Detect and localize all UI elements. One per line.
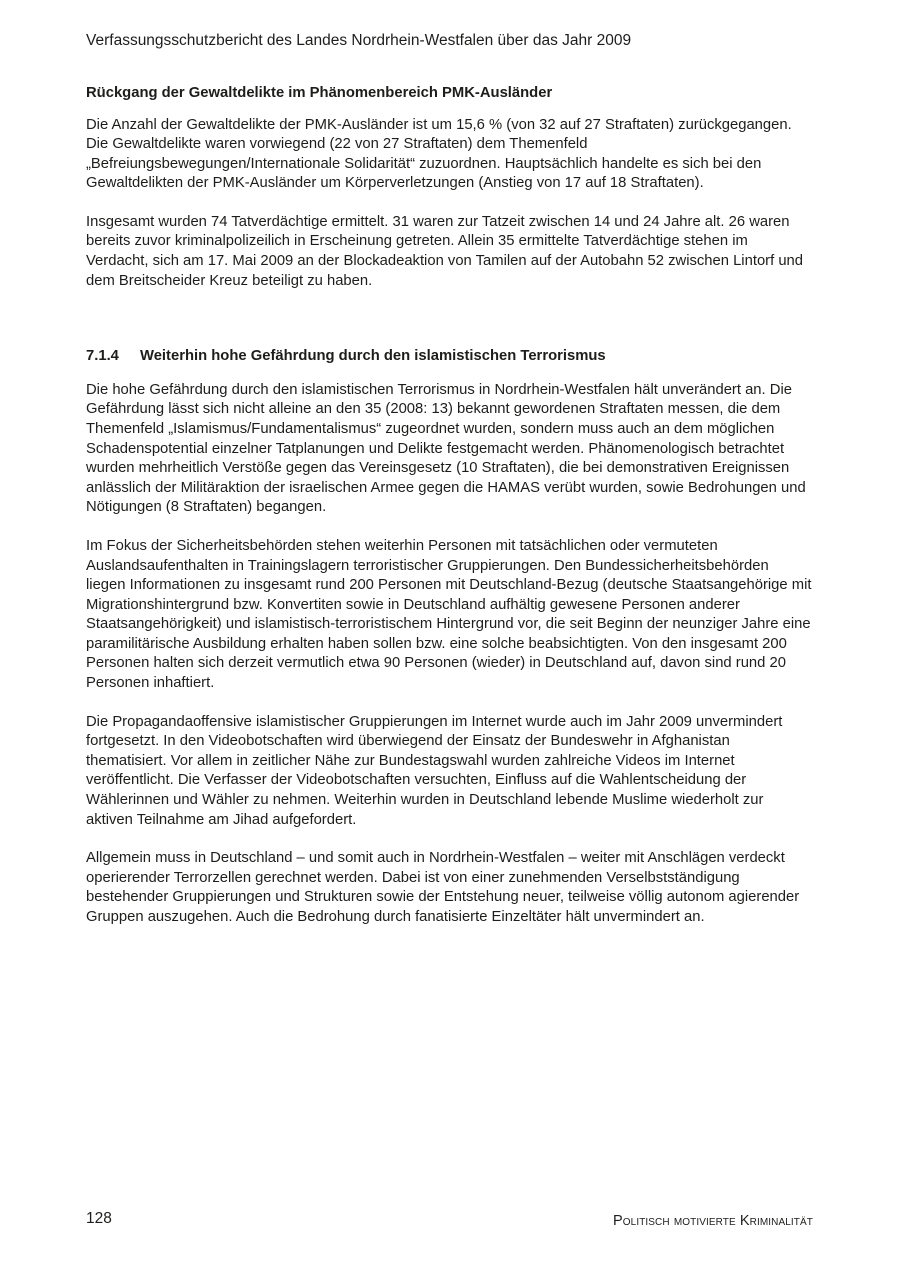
paragraph: Die Anzahl der Gewaltdelikte der PMK-Ausländer ist um 15,6 % (von 32 auf 27 Straftaten) zurückgegangen. Die Gewaltdelikte waren vorwiegend (22 von 27 Straftaten) dem Themenfeld „Befreiungsbewegungen/Internationale Solidarität“ zuzuordnen. Hauptsächlich handelte es sich bei den Gewaltdelikten der PMK-Ausländer um Körperverletzungen (Anstieg von 17 auf 18 Straftaten).: [86, 116, 792, 192]
page-body: [86, 84, 812, 947]
subsection-heading: Rückgang der Gewaltdelikte im Phänomenbereich PMK-Ausländer: [86, 85, 553, 101]
paragraph: Allgemein muss in Deutschland – und somit auch in Nordrhein-Westfalen – weiter mit Anschlägen verdeckt operierender Terrorzellen gerechnet werden. Dabei ist von einer zunehmenden Verselbstständigung bestehender Gruppierungen und Strukturen sowie der Entstehung neuer, teilweise völlig autonom agierender Gruppen auszugehen. Auch die Bedrohung durch fanatisierte Einzeltäter hält unvermindert an.: [86, 850, 800, 925]
paragraph: Insgesamt wurden 74 Tatverdächtige ermittelt. 31 waren zur Tatzeit zwischen 14 und 24 Jahre alt. 26 waren bereits zuvor kriminalpolizeilich in Erscheinung getreten. Allein 35 ermittelte Tatverdächtige stehen im Verdacht, sich am 17. Mai 2009 an der Blockadeaktion von Tamilen auf der Autobahn 52 zwischen Lintorf und dem Breitscheider Kreuz beteiligt zu haben.: [86, 213, 804, 289]
paragraph: Die hohe Gefährdung durch den islamistischen Terrorismus in Nordrhein-Westfalen hält unverändert an. Die Gefährdung lässt sich nicht alleine an den 35 (2008: 13) bekannt gewordenen Straftaten messen, die dem Themenfeld „Islamismus/Fundamentalismus“ zugeordnet wurden, sondern muss auch an dem möglichen Schadenspotential einzelner Tatplanungen und Delikte festgemacht werden. Phänomenologisch betrachtet wurden mehrheitlich Verstöße gegen das Vereinsgesetz (10 Straftaten), die bei demonstrativen Ereignissen anlässlich der Militäraktion der israelischen Armee gegen die HAMAS verübt wurden, sowie Bedrohungen und Nötigungen (8 Straftaten) begangen.: [86, 381, 806, 516]
page-number: 128: [86, 1210, 112, 1227]
paragraph: Im Fokus der Sicherheitsbehörden stehen weiterhin Personen mit tatsächlichen oder vermuteten Auslandsaufenthalten in Trainingslagern terroristischer Gruppierungen. Den Bundessicherheitsbehörden liegen Informationen zu insgesamt rund 200 Personen mit Deutschland-Bezug (deutsche Staatsangehörige mit Migrationshintergrund bzw. Konvertiten sowie in Deutschland aufhältig gewesene Personen anderer Staatsangehörigkeit) und islamistisch-terroristischem Hintergrund vor, die seit Beginn der neunziger Jahre eine paramilitärische Ausbildung erhalten haben sollen bzw. eine solche beabsichtigten. Von den insgesamt 200 Personen halten sich derzeit vermutlich etwa 90 Personen (wieder) in Deutschland auf, davon sind rund 20 Personen inhaftiert.: [86, 537, 812, 692]
section-heading: [86, 347, 812, 367]
paragraph: Die Propagandaoffensive islamistischer Gruppierungen im Internet wurde auch im Jahr 2009 unvermindert fortgesetzt. In den Videobotschaften wird überwiegend der Einsatz der Bundeswehr in Afghanistan thematisiert. Vor allem in zeitlicher Nähe zur Bundestagswahl wurden zahlreiche Videos im Internet veröffentlicht. Die Verfasser der Videobotschaften versuchten, Einfluss auf die Wahlentscheidung der Wählerinnen und Wähler zu nehmen. Weiterhin wurden in Deutschland lebende Muslime wiederholt zur aktiven Teilnahme am Jihad aufgefordert.: [86, 713, 783, 828]
running-header: Verfassungsschutzbericht des Landes Nordrhein-Westfalen über das Jahr 2009: [86, 32, 632, 49]
footer-chapter-title: Politisch motivierte Kriminalität: [613, 1213, 813, 1229]
section-title: Weiterhin hohe Gefährdung durch den islamistischen Terrorismus: [140, 348, 606, 365]
section-number: 7.1.4: [86, 348, 119, 365]
